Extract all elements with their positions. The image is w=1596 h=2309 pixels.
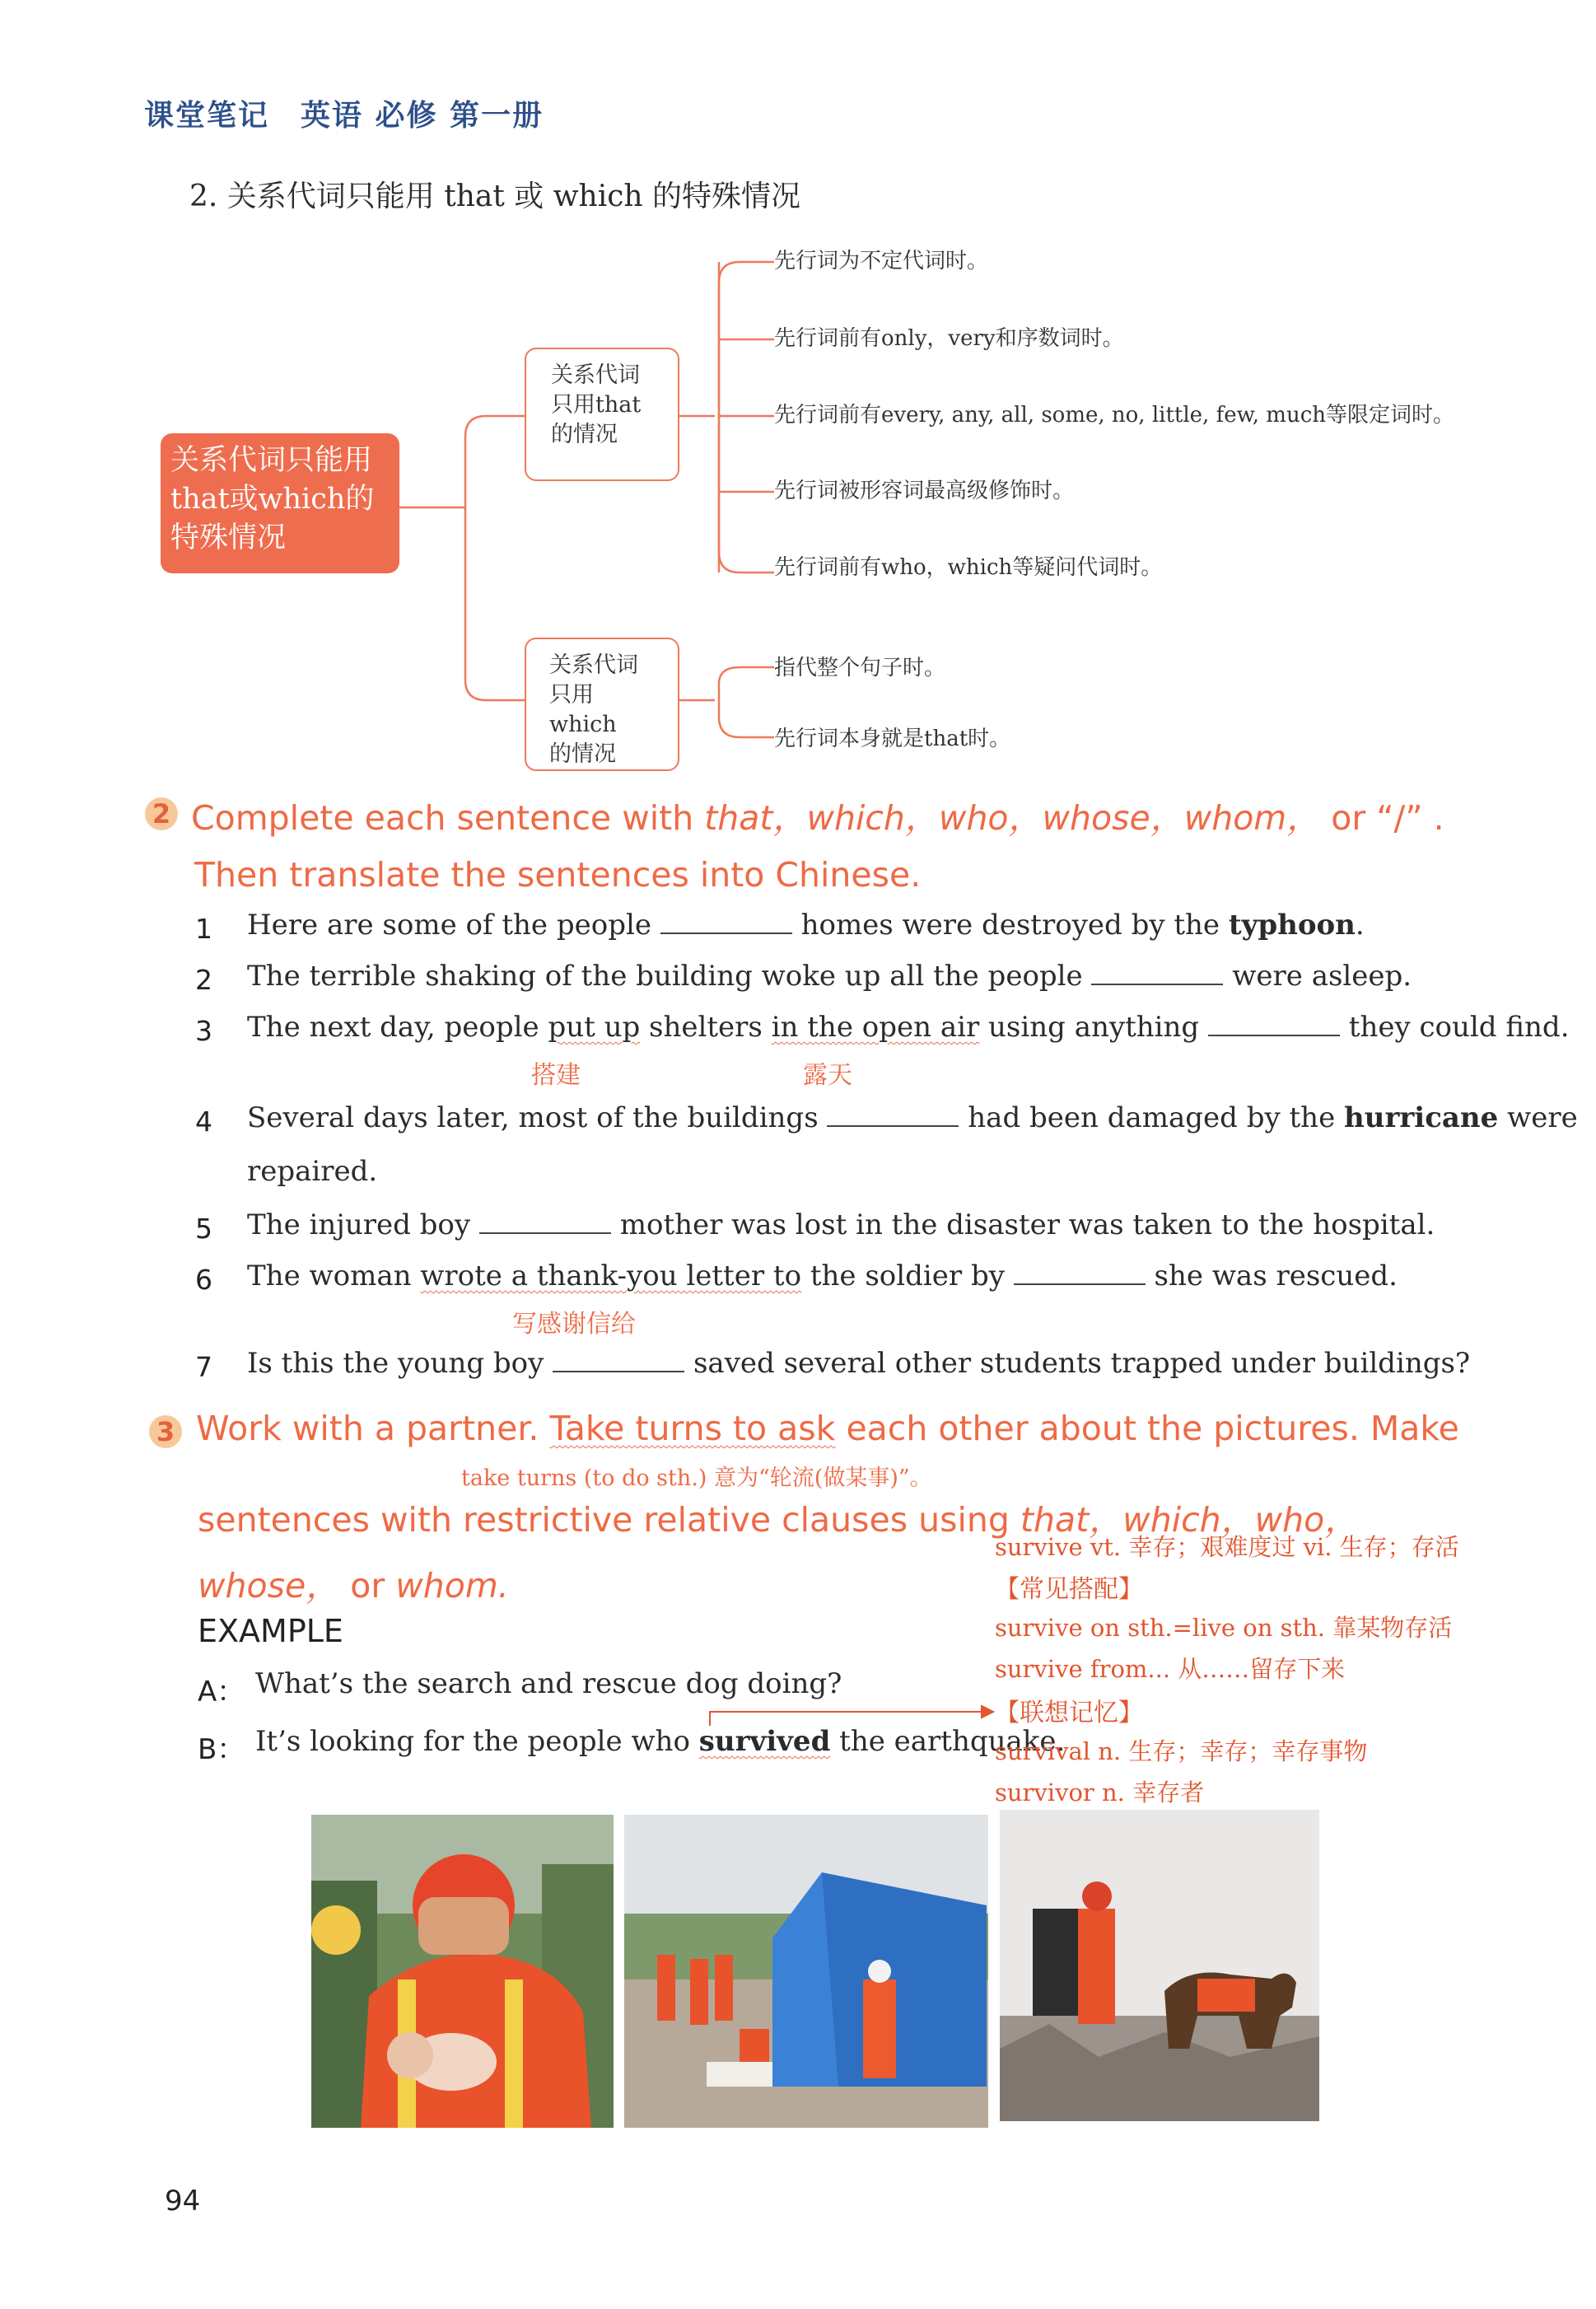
mindmap-that-box bbox=[525, 348, 679, 481]
item-number: 5 bbox=[195, 1213, 212, 1245]
which-box-line: 关系代词 bbox=[549, 652, 638, 678]
sentence-text: using anything bbox=[979, 1011, 1208, 1044]
phrase-thank-you-letter: wrote a thank-you letter to bbox=[420, 1260, 802, 1292]
that-box-line: 只用that bbox=[551, 392, 642, 418]
mindmap-which-box bbox=[525, 638, 679, 771]
instr-text: each other about the pictures. Make bbox=[835, 1409, 1459, 1448]
vocab-heading-association: 【联想记忆】 bbox=[995, 1699, 1143, 1727]
sentence-1 bbox=[247, 908, 1365, 942]
photo-rescue-dog bbox=[1000, 1810, 1319, 2121]
item-number: 2 bbox=[195, 964, 212, 996]
exercise-number-badge: 3 bbox=[149, 1415, 182, 1448]
sentence-text: The next day, people bbox=[247, 1011, 548, 1044]
instr-text: sentences with restrictive relative clauses using bbox=[198, 1500, 1020, 1540]
sentence-5 bbox=[247, 1208, 1435, 1241]
note-open-air: 露天 bbox=[803, 1061, 852, 1090]
sentence-text: saved several other students trapped under buildings? bbox=[684, 1347, 1471, 1380]
answer-blank[interactable] bbox=[827, 1101, 959, 1127]
mindmap-leaf: 先行词前有only，very和序数词时。 bbox=[774, 326, 1124, 351]
answer-blank[interactable] bbox=[553, 1346, 684, 1372]
exercise2-instruction-line2: Then translate the sentences into Chinese. bbox=[194, 855, 922, 895]
vocab-heading-collocations: 【常见搭配】 bbox=[995, 1575, 1143, 1604]
instr-or: or “/” . bbox=[1331, 798, 1444, 838]
mindmap-root bbox=[161, 433, 399, 573]
sentence-text: The terrible shaking of the building woke up all the people bbox=[247, 960, 1092, 993]
photo-rescue-dog-image bbox=[1000, 1810, 1319, 2121]
mindmap-root-line: 特殊情况 bbox=[170, 521, 287, 554]
sentence-2 bbox=[247, 959, 1412, 993]
page-number: 94 bbox=[165, 2185, 201, 2218]
sentence-4-continued: repaired. bbox=[247, 1155, 378, 1188]
exercise3-instruction-line3 bbox=[198, 1559, 509, 1607]
answer-blank[interactable] bbox=[1091, 959, 1223, 985]
sentence-text: had been damaged by the bbox=[959, 1101, 1345, 1134]
vocab-note-survive-on: survive on sth.=live on sth. 靠某物存活 bbox=[995, 1614, 1453, 1642]
sentence-text: Here are some of the people bbox=[247, 909, 660, 942]
mindmap-root-line: 关系代词只能用 bbox=[170, 444, 373, 477]
mindmap-leaf: 先行词被形容词最高级修饰时。 bbox=[774, 479, 1075, 503]
instr-words: whose， bbox=[198, 1566, 340, 1606]
vocab-note-survive-from: survive from... 从……留存下来 bbox=[995, 1655, 1346, 1683]
answer-blank[interactable] bbox=[660, 908, 792, 934]
mindmap-leaf: 先行词为不定代词时。 bbox=[774, 249, 989, 273]
that-box-line: 的情况 bbox=[551, 422, 618, 447]
page-header: 课堂笔记 英语 必修 第一册 bbox=[144, 99, 544, 133]
that-box-line: 关系代词 bbox=[551, 362, 640, 388]
sentence-text: It’s looking for the people who bbox=[255, 1725, 699, 1758]
speaker-a-text: What’s the search and rescue dog doing? bbox=[255, 1667, 842, 1700]
sentence-text: the soldier by bbox=[801, 1260, 1014, 1292]
answer-blank[interactable] bbox=[1014, 1259, 1146, 1285]
mindmap-leaf: 先行词前有every, any, all, some, no, little, few, much等限定词时。 bbox=[774, 403, 1454, 428]
which-box-line: 的情况 bbox=[549, 741, 616, 767]
instr-words: whom. bbox=[395, 1566, 509, 1606]
item-number: 3 bbox=[195, 1015, 212, 1047]
instr-text: Work with a partner. bbox=[196, 1409, 550, 1448]
section-title: 2. 关系代词只能用 that 或 which 的特殊情况 bbox=[189, 180, 801, 213]
photo-rescuer-with-baby-image bbox=[311, 1815, 614, 2128]
exercise2-instruction-line1 bbox=[191, 791, 1444, 839]
sentence-text: The injured boy bbox=[247, 1208, 479, 1241]
mindmap-leaf: 先行词本身就是that时。 bbox=[774, 727, 1011, 751]
sentence-text: the earthquake. bbox=[830, 1725, 1066, 1758]
sentence-text: were asleep. bbox=[1223, 960, 1412, 993]
phrase-put-up: put up bbox=[548, 1011, 641, 1044]
item-number: 4 bbox=[195, 1105, 212, 1138]
mindmap-root-line: that或which的 bbox=[170, 483, 375, 516]
instr-words: that，which，who， bbox=[1020, 1500, 1359, 1540]
exercise-number-badge: 2 bbox=[145, 797, 178, 830]
sentence-text: . bbox=[1355, 909, 1365, 942]
item-number: 7 bbox=[195, 1351, 212, 1383]
speaker-a-label: A： bbox=[198, 1676, 245, 1708]
answer-blank[interactable] bbox=[1208, 1010, 1340, 1036]
sentence-7 bbox=[247, 1346, 1470, 1380]
sentence-text: were bbox=[1498, 1101, 1578, 1134]
sentence-text: The woman bbox=[247, 1260, 421, 1292]
instr-words: that，which，who，whose，whom， bbox=[704, 798, 1321, 838]
sentence-text: shelters bbox=[640, 1011, 772, 1044]
sentence-4 bbox=[247, 1101, 1578, 1134]
vocab-note-survive: survive vt. 幸存；艰难度过 vi. 生存；存活 bbox=[995, 1533, 1459, 1561]
which-box-line: 只用which bbox=[549, 682, 617, 737]
mindmap-leaf: 先行词前有who，which等疑问代词时。 bbox=[774, 555, 1163, 580]
sentence-text: Is this the young boy bbox=[247, 1347, 553, 1380]
sentence-text: Several days later, most of the buildings bbox=[247, 1101, 828, 1134]
word-survived: survived bbox=[698, 1725, 831, 1758]
speaker-b-text bbox=[255, 1725, 1065, 1758]
vocab-note-survival: survival n. 生存；幸存；幸存事物 bbox=[995, 1737, 1368, 1765]
photo-rescuer-with-baby bbox=[311, 1815, 614, 2128]
mindmap-leaf: 指代整个句子时。 bbox=[774, 656, 946, 680]
phrase-take-turns: Take turns to ask bbox=[549, 1409, 836, 1448]
sentence-text: homes were destroyed by the bbox=[791, 909, 1229, 942]
note-put-up: 搭建 bbox=[531, 1061, 581, 1090]
sentence-3 bbox=[247, 1010, 1570, 1044]
speaker-b-label: B： bbox=[198, 1733, 245, 1766]
note-thank-letter: 写感谢信给 bbox=[512, 1310, 636, 1339]
sentence-text: she was rescued. bbox=[1145, 1260, 1398, 1292]
sentence-text: they could find. bbox=[1340, 1011, 1570, 1044]
phrase-open-air: in the open air bbox=[771, 1011, 980, 1044]
exercise3-instruction-line1 bbox=[196, 1409, 1459, 1448]
item-number: 1 bbox=[195, 913, 212, 945]
photo-rescue-tent bbox=[624, 1815, 988, 2128]
instr-text: Complete each sentence with bbox=[191, 798, 705, 838]
instr-text: or bbox=[339, 1566, 396, 1606]
sentence-text: mother was lost in the disaster was taken to the hospital. bbox=[610, 1208, 1435, 1241]
note-take-turns: take turns (to do sth.) 意为“轮流(做某事)”。 bbox=[461, 1465, 932, 1491]
photo-rescue-tent-image bbox=[624, 1815, 988, 2128]
key-word: typhoon bbox=[1228, 909, 1356, 942]
example-label: EXAMPLE bbox=[198, 1613, 343, 1649]
item-number: 6 bbox=[195, 1264, 212, 1296]
vocab-note-survivor: survivor n. 幸存者 bbox=[995, 1778, 1205, 1807]
sentence-6 bbox=[247, 1259, 1398, 1292]
answer-blank[interactable] bbox=[479, 1208, 611, 1234]
key-word: hurricane bbox=[1344, 1101, 1499, 1134]
